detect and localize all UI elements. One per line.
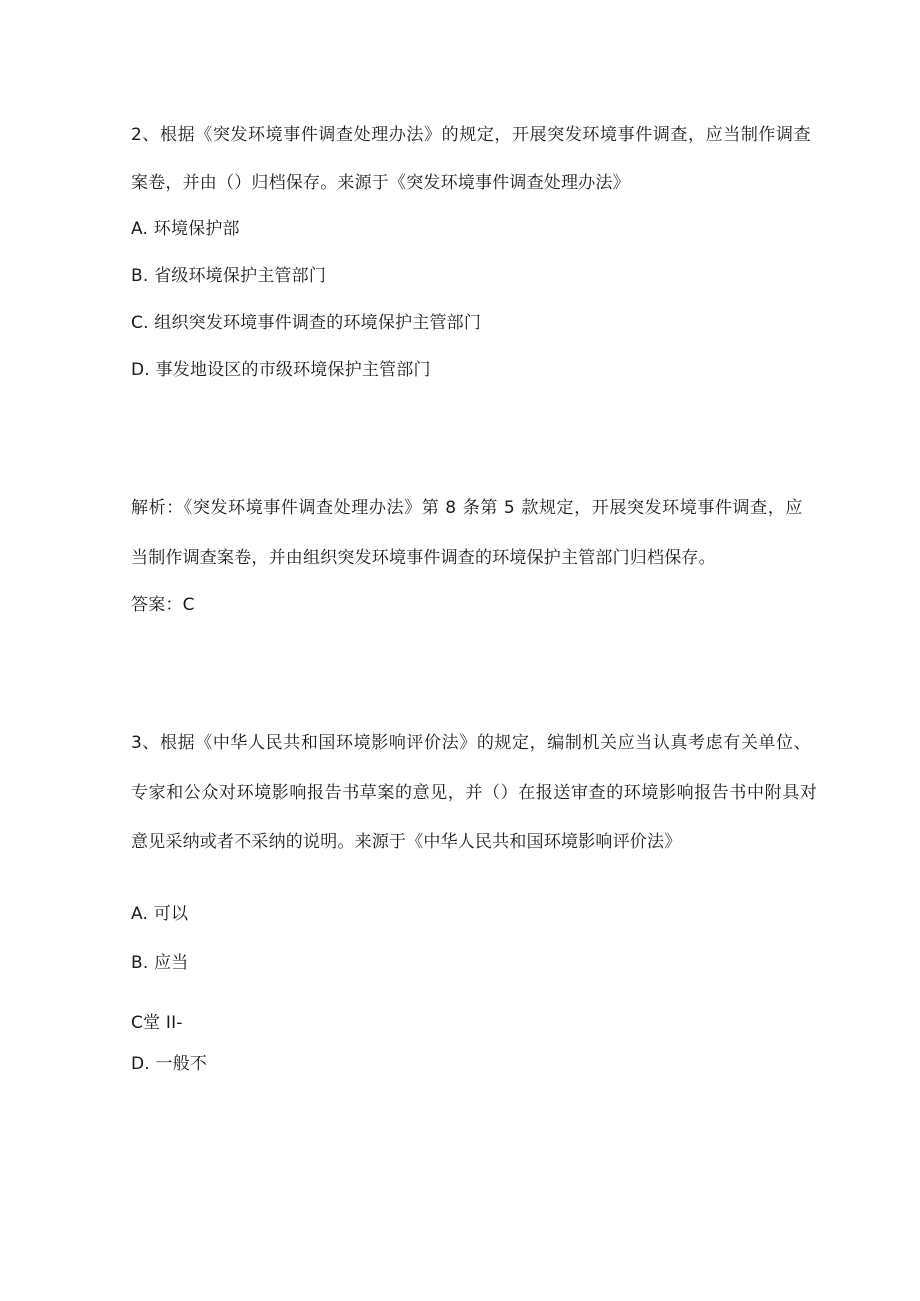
question-3-option-b: B. 应当 xyxy=(131,953,189,973)
question-2-answer: 答案：C xyxy=(131,595,195,615)
question-2-text-line-1: 2、根据《突发环境事件调查处理办法》的规定，开展突发环境事件调查，应当制作调查 xyxy=(131,125,812,145)
question-3-option-a: A. 可以 xyxy=(131,904,189,924)
question-2-text-line-2: 案卷，并由（）归档保存。来源于《突发环境事件调查处理办法》 xyxy=(131,173,630,193)
question-2-option-c: C. 组织突发环境事件调查的环境保护主管部门 xyxy=(131,313,482,333)
question-2-analysis-line-2: 当制作调查案卷，并由组织突发环境事件调查的环境保护主管部门归档保存。 xyxy=(131,548,716,568)
question-2-option-d: D. 事发地设区的市级环境保护主管部门 xyxy=(131,360,431,380)
question-3-option-d: D. 一般不 xyxy=(131,1054,208,1074)
question-2-analysis-line-1: 解析：《突发环境事件调查处理办法》第 8 条第 5 款规定，开展突发环境事件调查，应 xyxy=(131,498,803,518)
question-3-text-line-3: 意见采纳或者不采纳的说明。来源于《中华人民共和国环境影响评价法》 xyxy=(131,832,682,852)
question-2-option-a: A. 环境保护部 xyxy=(131,219,240,239)
question-2-option-b: B. 省级环境保护主管部门 xyxy=(131,266,327,286)
question-3-text-line-2: 专家和公众对环境影响报告书草案的意见，并（）在报送审查的环境影响报告书中附具对 xyxy=(131,783,818,803)
question-3-option-c: C堂 II- xyxy=(131,1013,183,1033)
question-3-text-line-1: 3、根据《中华人民共和国环境影响评价法》的规定，编制机关应当认真考虑有关单位、 xyxy=(131,733,812,753)
